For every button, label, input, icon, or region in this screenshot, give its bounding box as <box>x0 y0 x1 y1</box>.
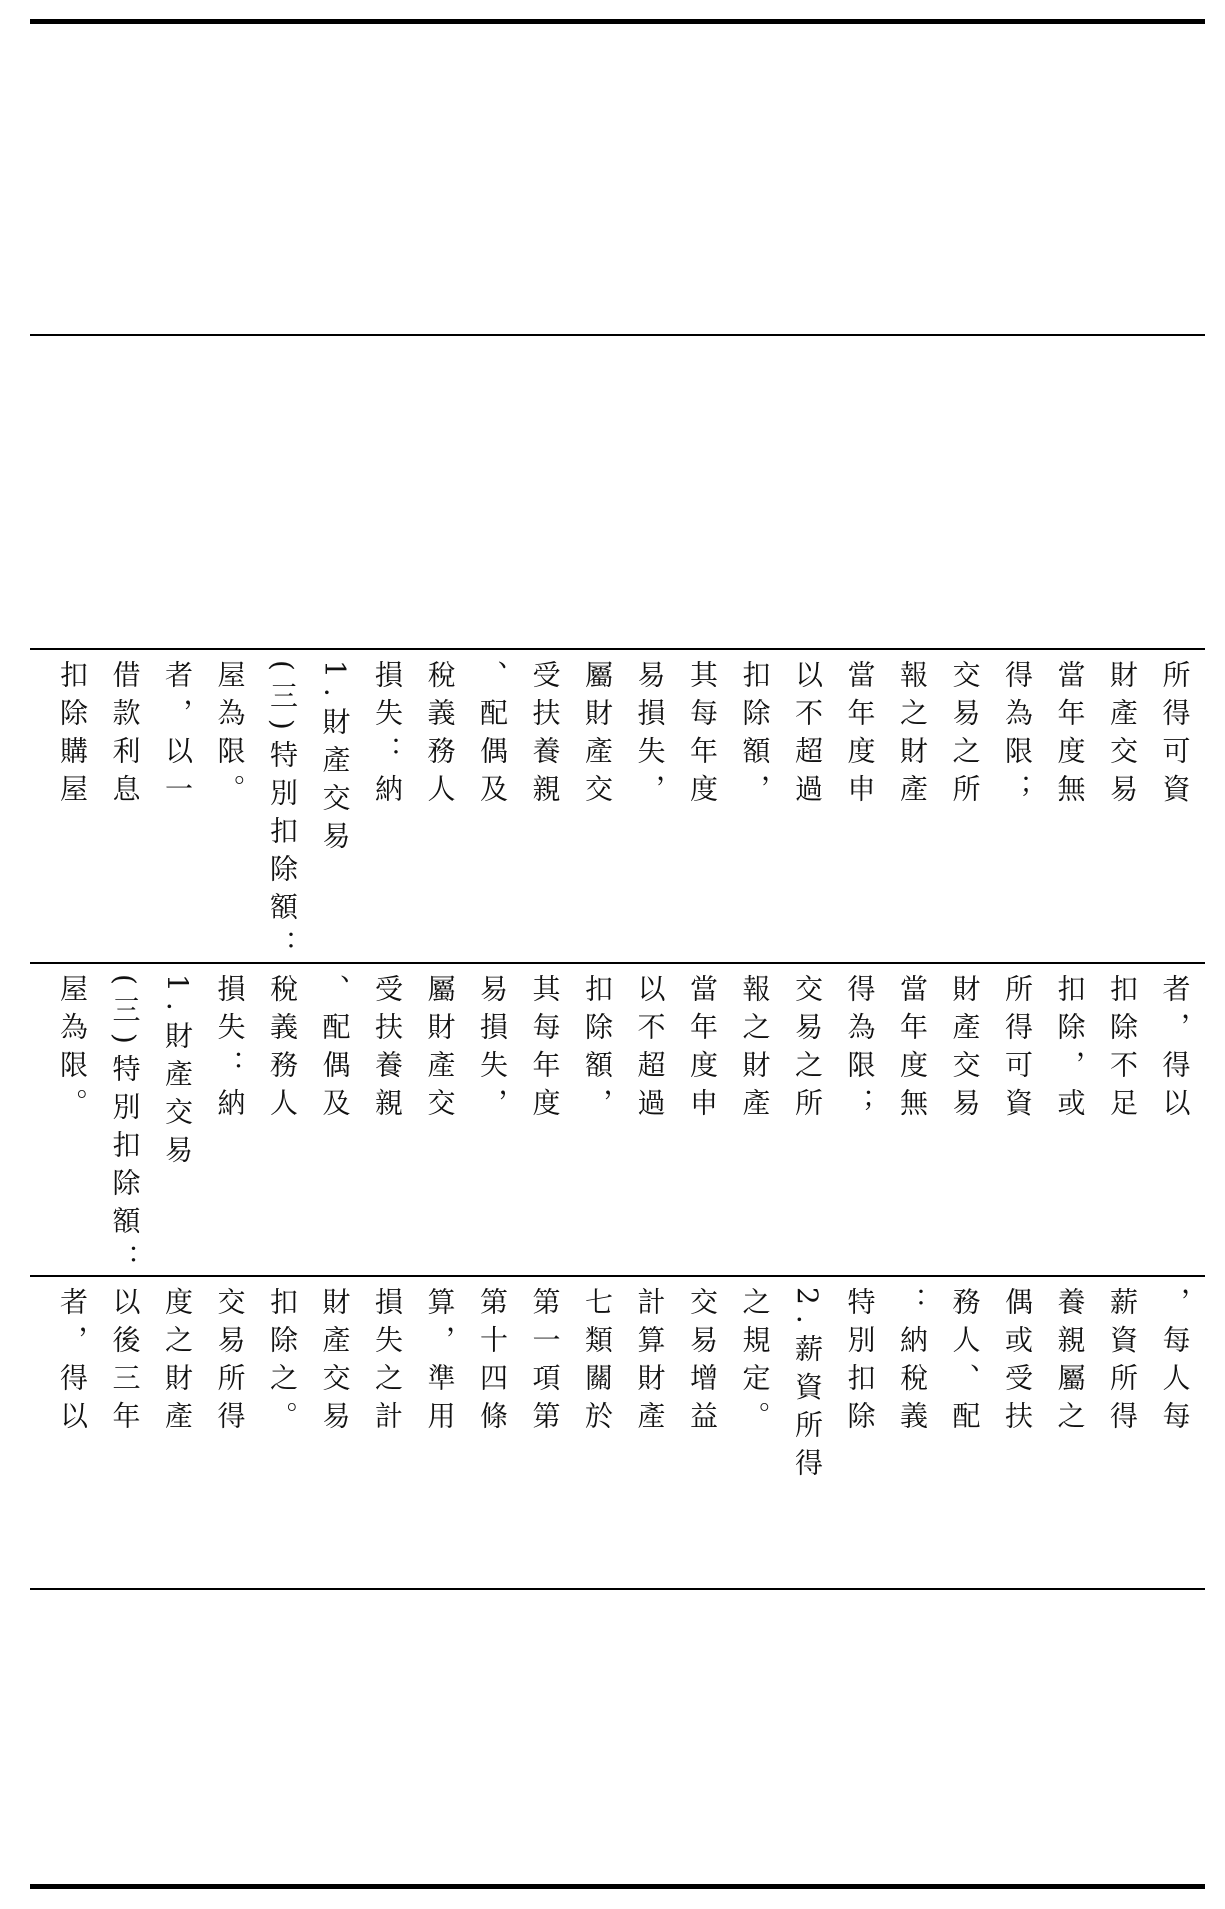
text-column: 所得可資 <box>1001 974 1034 1126</box>
text-column: 屋為限。 <box>213 660 247 812</box>
text-column: ，每人每 <box>1158 1287 1192 1439</box>
text-column: (三)特別扣除額： <box>108 974 142 1282</box>
text-column: 扣除，或 <box>1053 974 1087 1126</box>
text-band-5 <box>30 1277 1205 1588</box>
text-column: 得為限； <box>1001 660 1034 812</box>
text-column: 受扶養親 <box>371 974 404 1126</box>
text-column: 扣除額， <box>738 660 772 812</box>
text-column: 當年度無 <box>1053 660 1087 812</box>
text-column: 稅義務人 <box>266 974 299 1126</box>
text-column: 財產交易 <box>318 1287 352 1439</box>
text-column: 財產交易 <box>1106 660 1139 812</box>
text-column: 扣除購屋 <box>56 660 89 812</box>
text-column: 交易所得 <box>213 1287 247 1439</box>
text-column: 者，得以 <box>1158 974 1192 1126</box>
text-column: 第十四條 <box>476 1287 509 1439</box>
text-column: 2.薪資所得 <box>791 1287 824 1486</box>
text-band-1 <box>30 23 1205 334</box>
text-column: 損失之計 <box>371 1287 404 1439</box>
text-column: 養親屬之 <box>1053 1287 1087 1439</box>
text-column: 易損失， <box>633 660 667 812</box>
text-column: 、配偶及 <box>476 660 509 812</box>
text-column: 交易之所 <box>948 660 982 812</box>
text-column: 扣除之。 <box>266 1287 299 1439</box>
text-column: 當年度無 <box>896 974 929 1126</box>
text-column: 受扶養親 <box>528 660 562 812</box>
text-column: 七類關於 <box>581 1287 614 1439</box>
text-column: 薪資所得 <box>1106 1287 1139 1439</box>
text-column: 報之財產 <box>896 660 929 812</box>
text-column: 以後三年 <box>108 1287 142 1439</box>
text-column: 交易增益 <box>686 1287 719 1439</box>
text-band-4 <box>30 964 1205 1282</box>
text-column: 度之財產 <box>161 1287 194 1439</box>
text-column: 1.財產交易 <box>161 974 194 1173</box>
text-column: 、配偶及 <box>318 974 352 1126</box>
text-column: 其每年度 <box>686 660 719 812</box>
text-column: 屬財產交 <box>581 660 614 812</box>
text-column: 以不超過 <box>633 974 667 1126</box>
text-column: 以不超過 <box>791 660 824 812</box>
band-columns <box>30 1277 1205 1588</box>
text-column: 者，以一 <box>161 660 194 812</box>
band-columns <box>30 964 1205 1282</box>
text-column: 得為限； <box>843 974 877 1126</box>
text-column: 財產交易 <box>948 974 982 1126</box>
text-column: 扣除額， <box>581 974 614 1126</box>
text-column: 屬財產交 <box>423 974 457 1126</box>
text-column: 屋為限。 <box>56 974 89 1126</box>
text-column: 易損失， <box>476 974 509 1126</box>
text-column: 第一項第 <box>528 1287 562 1439</box>
text-column: 計算財產 <box>633 1287 667 1439</box>
band-columns <box>30 336 1205 648</box>
text-column: 務人、配 <box>948 1287 982 1439</box>
text-band-2 <box>30 336 1205 648</box>
text-column: 報之財產 <box>738 974 772 1126</box>
text-column: 算，準用 <box>423 1287 457 1439</box>
text-column: 特別扣除 <box>843 1287 877 1439</box>
text-column: 交易之所 <box>791 974 824 1126</box>
text-column: 當年度申 <box>843 660 877 812</box>
text-column: 其每年度 <box>528 974 562 1126</box>
text-column: 借款利息 <box>108 660 142 812</box>
text-column: (三)特別扣除額： <box>266 660 299 968</box>
text-column: 1.財產交易 <box>318 660 352 859</box>
text-column: 偶或受扶 <box>1001 1287 1034 1439</box>
band-divider <box>30 1588 1205 1590</box>
text-band-3 <box>30 650 1205 968</box>
band-columns <box>30 650 1205 968</box>
text-column: 所得可資 <box>1158 660 1192 812</box>
text-column: ：納稅義 <box>896 1287 929 1439</box>
text-column: 之規定。 <box>738 1287 772 1439</box>
text-column: 損失：納 <box>213 974 247 1126</box>
text-column: 損失：納 <box>371 660 404 812</box>
text-column: 稅義務人 <box>423 660 457 812</box>
text-column: 扣除不足 <box>1106 974 1139 1126</box>
text-column: 者，得以 <box>56 1287 89 1439</box>
bottom-rule <box>30 1884 1205 1889</box>
band-columns <box>30 23 1205 334</box>
text-column: 當年度申 <box>686 974 719 1126</box>
